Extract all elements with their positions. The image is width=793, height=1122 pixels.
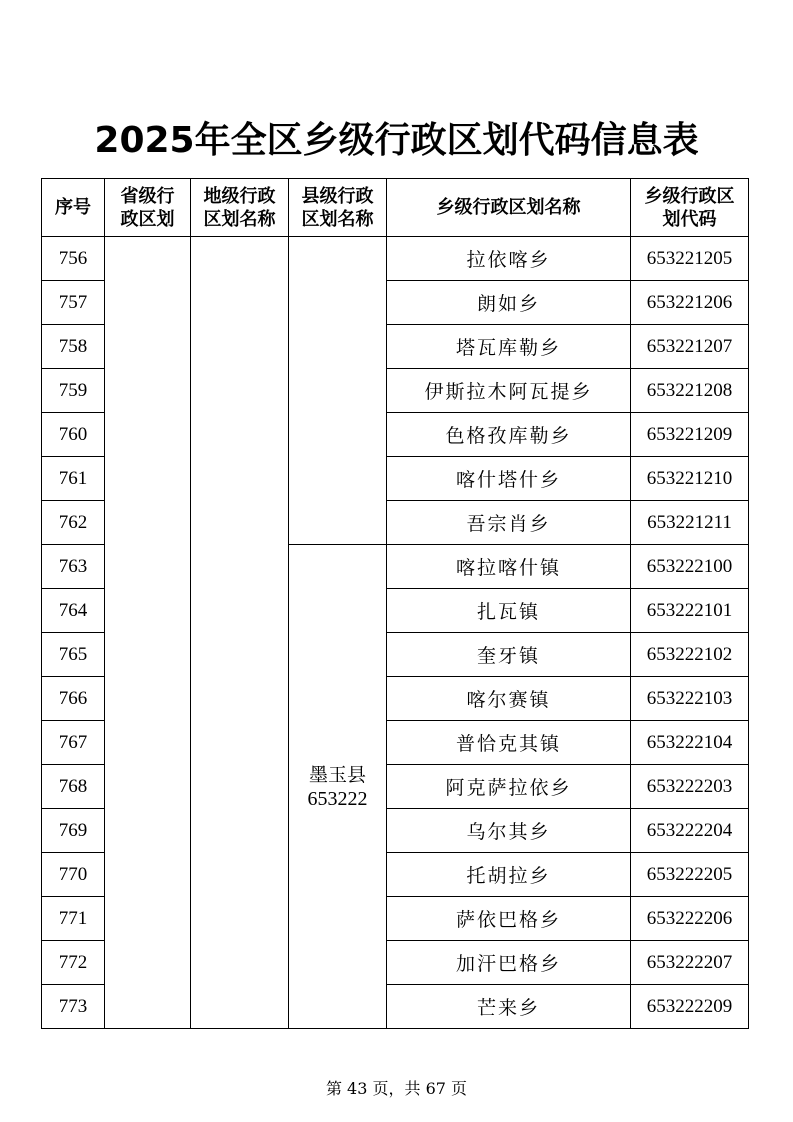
row-township-code: 653222205: [631, 853, 749, 897]
county-cell-moyu: [289, 545, 387, 1029]
row-seq: 771: [42, 897, 105, 941]
row-township-code: 653222209: [631, 985, 749, 1029]
row-township-code: 653222204: [631, 809, 749, 853]
row-township-name: 吾宗肖乡: [387, 501, 631, 545]
row-township-code: 653222102: [631, 633, 749, 677]
row-township-name: 伊斯拉木阿瓦提乡: [387, 369, 631, 413]
row-seq: 762: [42, 501, 105, 545]
row-township-name: 阿克萨拉依乡: [387, 765, 631, 809]
prefecture-cell: [191, 237, 289, 1029]
row-township-name: 扎瓦镇: [387, 589, 631, 633]
row-township-code: 653222203: [631, 765, 749, 809]
row-township-code: 653221210: [631, 457, 749, 501]
row-seq: 757: [42, 281, 105, 325]
row-township-name: 普恰克其镇: [387, 721, 631, 765]
row-seq: 770: [42, 853, 105, 897]
row-seq: 760: [42, 413, 105, 457]
row-township-name: 芒来乡: [387, 985, 631, 1029]
county-code: 653222: [307, 787, 368, 810]
row-seq: 764: [42, 589, 105, 633]
row-township-code: 653221205: [631, 237, 749, 281]
row-township-code: 653221207: [631, 325, 749, 369]
header-province: 省级行 政区划: [105, 179, 191, 237]
table-row: [42, 237, 749, 281]
row-township-name: 加汗巴格乡: [387, 941, 631, 985]
row-township-name: 托胡拉乡: [387, 853, 631, 897]
row-seq: 756: [42, 237, 105, 281]
row-township-name: 乌尔其乡: [387, 809, 631, 853]
row-township-code: 653221206: [631, 281, 749, 325]
row-seq: 761: [42, 457, 105, 501]
county-cell-previous: [289, 237, 387, 545]
row-township-name: 色格孜库勒乡: [387, 413, 631, 457]
header-township: 乡级行政区划名称: [387, 179, 631, 237]
province-cell: [105, 237, 191, 1029]
row-township-code: 653222103: [631, 677, 749, 721]
row-township-code: 653221211: [631, 501, 749, 545]
row-township-name: 喀什塔什乡: [387, 457, 631, 501]
row-seq: 773: [42, 985, 105, 1029]
table-header-row: [42, 179, 749, 237]
document-title: 2025年全区乡级行政区划代码信息表: [94, 120, 699, 161]
row-seq: 767: [42, 721, 105, 765]
header-county: 县级行政 区划名称: [289, 179, 387, 237]
row-seq: 765: [42, 633, 105, 677]
row-township-name: 喀拉喀什镇: [387, 545, 631, 589]
row-township-code: 653222206: [631, 897, 749, 941]
header-prefecture: 地级行政 区划名称: [191, 179, 289, 237]
row-township-code: 653221208: [631, 369, 749, 413]
row-seq: 763: [42, 545, 105, 589]
table-body: [42, 237, 749, 1029]
row-seq: 769: [42, 809, 105, 853]
header-seq: 序号: [42, 179, 105, 237]
row-township-code: 653222101: [631, 589, 749, 633]
row-seq: 772: [42, 941, 105, 985]
row-township-name: 拉依喀乡: [387, 237, 631, 281]
row-township-code: 653222104: [631, 721, 749, 765]
row-township-name: 朗如乡: [387, 281, 631, 325]
row-seq: 766: [42, 677, 105, 721]
county-name: 墨玉县: [308, 763, 366, 786]
row-seq: 759: [42, 369, 105, 413]
header-code: 乡级行政区 划代码: [631, 179, 749, 237]
row-township-code: 653222207: [631, 941, 749, 985]
row-township-name: 奎牙镇: [387, 633, 631, 677]
row-township-name: 萨依巴格乡: [387, 897, 631, 941]
row-township-name: 喀尔赛镇: [387, 677, 631, 721]
row-seq: 758: [42, 325, 105, 369]
row-seq: 768: [42, 765, 105, 809]
row-township-name: 塔瓦库勒乡: [387, 325, 631, 369]
page-footer: 第 43 页，共 67 页: [325, 1079, 468, 1098]
township-code-table: [41, 178, 749, 1029]
row-township-code: 653221209: [631, 413, 749, 457]
row-township-code: 653222100: [631, 545, 749, 589]
